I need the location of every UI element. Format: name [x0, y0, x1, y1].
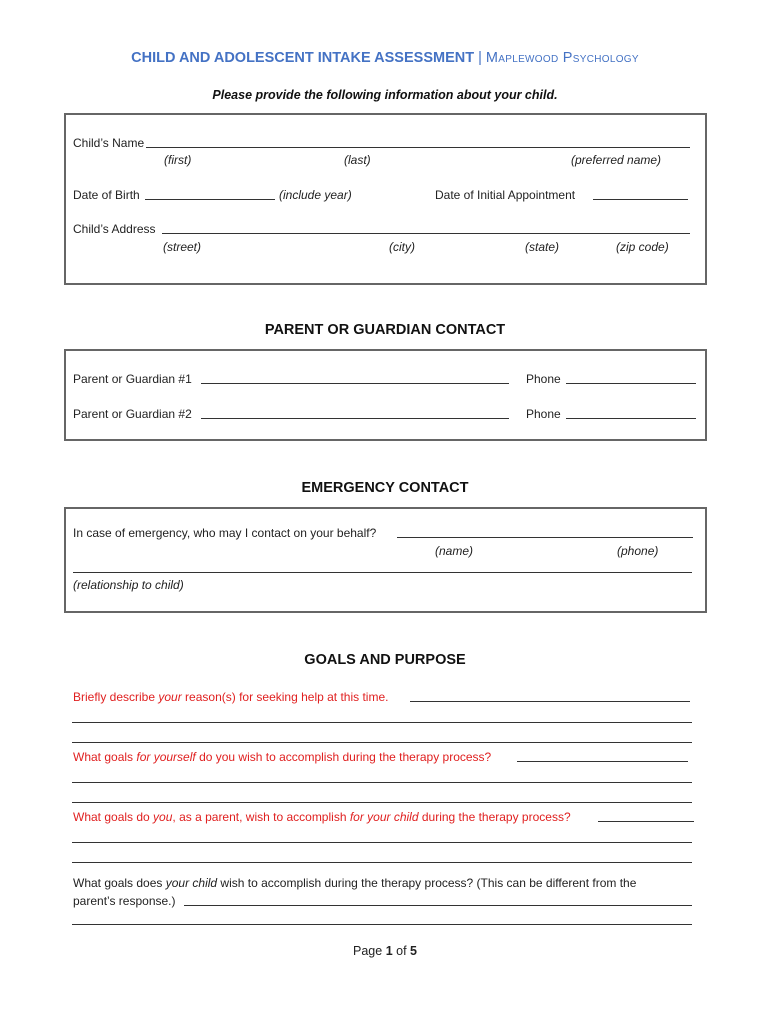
first-name-hint: (first): [164, 153, 192, 167]
q3-part-c: , as a parent, wish to accomplish: [172, 810, 350, 824]
emergency-question: In case of emergency, who may I contact on your behalf?: [73, 526, 377, 540]
goal-question-4: [73, 876, 636, 890]
last-name-hint: (last): [344, 153, 371, 167]
address-field[interactable]: [162, 223, 690, 234]
zip-hint: (zip code): [616, 240, 669, 254]
goal-question-4-cont: parent’s response.): [73, 894, 176, 908]
relationship-field[interactable]: [73, 562, 692, 573]
goal-answer-1-line-2[interactable]: [72, 722, 692, 723]
emergency-box: [64, 507, 707, 613]
q1-part-a: Briefly describe: [73, 690, 159, 704]
goals-heading: GOALS AND PURPOSE: [304, 652, 466, 668]
emergency-name-hint: (name): [435, 544, 474, 558]
child-name-field[interactable]: [146, 137, 690, 148]
city-hint: (city): [389, 240, 415, 254]
emergency-phone-hint: (phone): [617, 544, 659, 558]
dob-hint: (include year): [279, 188, 352, 202]
q3-part-d: for your child: [349, 810, 419, 824]
goal-question-1: [73, 690, 388, 704]
guardian2-field[interactable]: [201, 408, 509, 419]
q3-part-a: What goals do: [73, 810, 154, 824]
child-name-label: Child’s Name: [73, 136, 145, 150]
q4-part-b: your child: [165, 876, 218, 890]
goal-answer-2-inline[interactable]: [517, 751, 688, 762]
guardian2-label: Parent or Guardian #2: [73, 407, 192, 421]
goal-answer-4-line-2[interactable]: [72, 924, 692, 925]
parent-guardian-heading: PARENT OR GUARDIAN CONTACT: [264, 322, 506, 338]
title-main: CHILD AND ADOLESCENT INTAKE ASSESSMENT: [131, 50, 475, 66]
goal-question-3: [73, 810, 571, 824]
guardian1-phone-field[interactable]: [566, 373, 696, 384]
q2-part-c: do you wish to accomplish during the therapy process?: [195, 750, 492, 764]
initial-appointment-label: Date of Initial Appointment: [435, 188, 576, 202]
relationship-hint: (relationship to child): [73, 578, 184, 592]
q2-part-a: What goals: [73, 750, 137, 764]
q1-part-b: your: [158, 690, 182, 704]
guardian1-label: Parent or Guardian #1: [73, 372, 192, 386]
goal-answer-2-line-3[interactable]: [72, 802, 692, 803]
q2-part-b: for yourself: [136, 750, 196, 764]
q3-part-e: during the therapy process?: [418, 810, 571, 824]
goal-answer-3-line-3[interactable]: [72, 862, 692, 863]
address-label: Child’s Address: [73, 222, 156, 236]
guardian1-field[interactable]: [201, 373, 509, 384]
q4-part-a: What goals does: [73, 876, 166, 890]
goal-answer-1-line-3[interactable]: [72, 742, 692, 743]
emergency-heading: EMERGENCY CONTACT: [301, 480, 469, 496]
dob-label: Date of Birth: [73, 188, 140, 202]
state-hint: (state): [525, 240, 560, 254]
page-number: [0, 944, 770, 958]
page-word: Page: [353, 944, 386, 958]
goal-answer-1-inline[interactable]: [410, 691, 690, 702]
street-hint: (street): [163, 240, 202, 254]
page-total: 5: [410, 944, 417, 958]
parent-guardian-box: [64, 349, 707, 441]
practice-name: Maplewood Psychology: [485, 50, 639, 66]
q1-part-c: reason(s) for seeking help at this time.: [181, 690, 389, 704]
form-title: [0, 50, 770, 66]
goal-answer-2-line-2[interactable]: [72, 782, 692, 783]
guardian2-phone-label: Phone: [526, 407, 561, 421]
q4-part-c: wish to accomplish during the therapy process? (This can be different from the: [217, 876, 637, 890]
goal-question-2: [73, 750, 491, 764]
form-instruction: Please provide the following information about your child.: [212, 88, 558, 102]
initial-appointment-field[interactable]: [593, 189, 688, 200]
title-separator: |: [474, 50, 486, 66]
goal-answer-4-inline[interactable]: [184, 895, 692, 906]
goal-answer-3-inline[interactable]: [598, 811, 694, 822]
q3-part-b: you: [153, 810, 173, 824]
page-current: 1: [385, 944, 393, 958]
preferred-name-hint: (preferred name): [571, 153, 662, 167]
goal-answer-3-line-2[interactable]: [72, 842, 692, 843]
emergency-contact-field[interactable]: [397, 527, 693, 538]
dob-field[interactable]: [145, 189, 275, 200]
of-word: of: [392, 944, 411, 958]
guardian2-phone-field[interactable]: [566, 408, 696, 419]
guardian1-phone-label: Phone: [526, 372, 561, 386]
